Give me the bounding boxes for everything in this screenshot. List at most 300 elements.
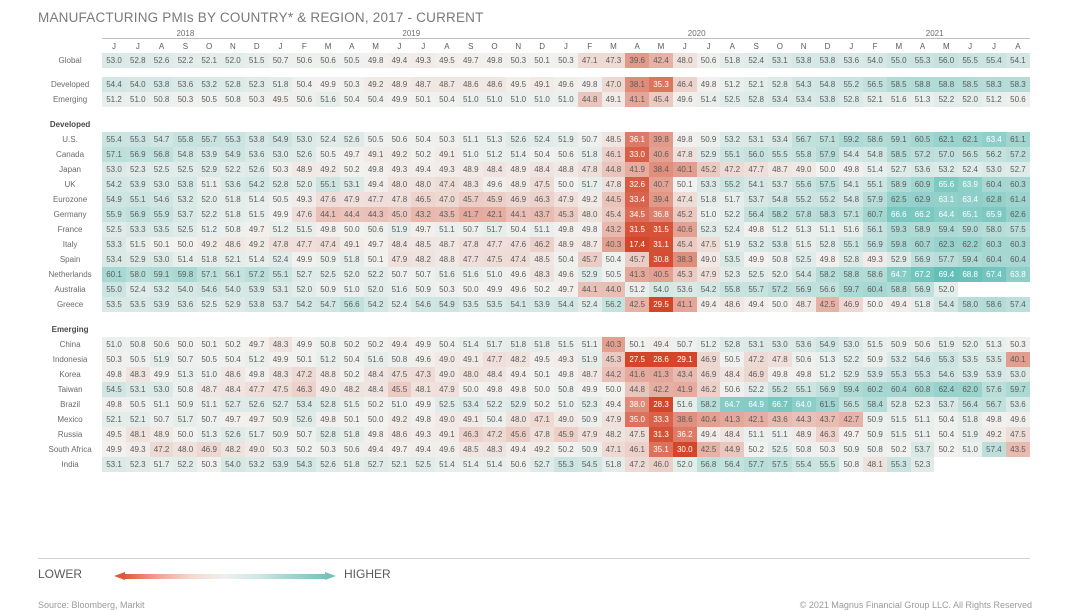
heatmap-cell: 50.2 <box>340 367 364 382</box>
table-row <box>38 397 1030 412</box>
heatmap-cell: 53.3 <box>126 222 150 237</box>
heatmap-cell <box>982 282 1006 297</box>
heatmap-cell: 51.2 <box>697 337 721 352</box>
heatmap-cell: 53.9 <box>245 282 269 297</box>
heatmap-cell: 47.2 <box>292 367 316 382</box>
heatmap-cell: 50.4 <box>411 132 435 147</box>
heatmap-cell: 39.8 <box>649 132 673 147</box>
heatmap-cell: 55.4 <box>792 457 816 472</box>
heatmap-cell: 50.9 <box>578 412 602 427</box>
heatmap-cell: 52.0 <box>768 267 792 282</box>
heatmap-cell: 56.0 <box>744 147 768 162</box>
heatmap-cell: 53.0 <box>982 162 1006 177</box>
heatmap-cell: 51.8 <box>197 252 221 267</box>
heatmap-cell: 49.4 <box>388 337 412 352</box>
heatmap-cell: 57.5 <box>1006 222 1030 237</box>
heatmap-cell: 49.7 <box>459 53 483 68</box>
heatmap-cell: 54.0 <box>221 457 245 472</box>
heatmap-cell: 46.1 <box>625 442 649 457</box>
heatmap-cell: 58.9 <box>887 177 911 192</box>
heatmap-cell: 50.6 <box>292 53 316 68</box>
heatmap-cell: 49.1 <box>459 412 483 427</box>
heatmap-cell: 53.1 <box>768 53 792 68</box>
heatmap-cell: 50.9 <box>887 337 911 352</box>
heatmap-cell: 50.6 <box>388 132 412 147</box>
heatmap-cell: 59.8 <box>173 267 197 282</box>
legend-right-arrow-icon <box>325 572 336 580</box>
heatmap-cell: 50.5 <box>720 352 744 367</box>
heatmap-cell: 48.2 <box>221 442 245 457</box>
heatmap-cell: 50.0 <box>173 427 197 442</box>
month-header-cell: D <box>824 42 831 51</box>
row-label-emerging: Emerging <box>52 95 88 104</box>
heatmap-cell: 54.8 <box>768 192 792 207</box>
row-label-spain: Spain <box>59 255 81 264</box>
heatmap-cell: 52.0 <box>221 53 245 68</box>
heatmap-cell: 52.2 <box>744 382 768 397</box>
heatmap-cell: 45.3 <box>673 267 697 282</box>
heatmap-cell: 50.4 <box>506 222 530 237</box>
heatmap-cell: 49.8 <box>578 77 602 92</box>
heatmap-cell: 53.6 <box>245 147 269 162</box>
heatmap-cell: 50.8 <box>316 337 340 352</box>
heatmap-cell: 45.9 <box>554 427 578 442</box>
heatmap-cell: 32.6 <box>625 177 649 192</box>
table-row <box>38 337 1030 352</box>
heatmap-cell: 51.2 <box>720 77 744 92</box>
heatmap-cell: 58.3 <box>816 207 840 222</box>
heatmap-cell: 46.3 <box>292 382 316 397</box>
heatmap-cell: 29.1 <box>673 352 697 367</box>
heatmap-cell: 56.8 <box>697 457 721 472</box>
heatmap-cell: 49.8 <box>697 77 721 92</box>
heatmap-cell: 50.1 <box>673 177 697 192</box>
heatmap-cell: 54.2 <box>697 282 721 297</box>
heatmap-cell: 48.2 <box>602 427 626 442</box>
heatmap-cell: 50.3 <box>1006 337 1030 352</box>
heatmap-cell: 51.8 <box>506 337 530 352</box>
heatmap-cell: 52.4 <box>316 132 340 147</box>
heatmap-cell: 54.2 <box>292 297 316 312</box>
heatmap-cell: 49.8 <box>744 222 768 237</box>
heatmap-cell: 50.3 <box>554 53 578 68</box>
heatmap-cell: 44.1 <box>506 207 530 222</box>
heatmap-cell: 49.1 <box>435 147 459 162</box>
heatmap-cell: 51.8 <box>340 427 364 442</box>
heatmap-cell: 49.4 <box>744 297 768 312</box>
heatmap-cell: 51.9 <box>958 427 982 442</box>
table-row <box>38 352 1030 367</box>
heatmap-cell: 51.6 <box>435 267 459 282</box>
heatmap-cell: 52.2 <box>720 207 744 222</box>
heatmap-cell: 50.6 <box>911 337 935 352</box>
heatmap-cell: 52.2 <box>483 397 507 412</box>
heatmap-cell: 47.4 <box>435 177 459 192</box>
heatmap-cell: 60.7 <box>863 207 887 222</box>
heatmap-cell: 33.0 <box>625 147 649 162</box>
heatmap-cell: 58.8 <box>887 282 911 297</box>
heatmap-cell: 46.0 <box>649 457 673 472</box>
heatmap-cell: 52.1 <box>221 252 245 267</box>
heatmap-cell: 49.5 <box>269 92 293 107</box>
heatmap-cell: 52.6 <box>150 53 174 68</box>
heatmap-cell: 53.9 <box>269 457 293 472</box>
row-label-uk: UK <box>64 180 76 189</box>
heatmap-cell: 52.0 <box>673 457 697 472</box>
heatmap-cell: 49.9 <box>269 352 293 367</box>
heatmap-cell: 50.3 <box>506 53 530 68</box>
heatmap-cell: 51.3 <box>483 132 507 147</box>
heatmap-cell: 40.5 <box>649 267 673 282</box>
heatmap-cell: 54.0 <box>221 282 245 297</box>
heatmap-cell: 50.7 <box>150 412 174 427</box>
heatmap-cell: 49.7 <box>839 427 863 442</box>
heatmap-cell: 58.2 <box>816 267 840 282</box>
heatmap-cell: 51.6 <box>459 267 483 282</box>
pmi-table <box>38 26 1030 472</box>
heatmap-cell: 56.9 <box>911 282 935 297</box>
heatmap-cell: 48.9 <box>792 427 816 442</box>
heatmap-cell: 47.2 <box>625 457 649 472</box>
heatmap-cell: 49.8 <box>792 367 816 382</box>
heatmap-cell: 63.4 <box>958 192 982 207</box>
heatmap-cell: 47.7 <box>245 382 269 397</box>
heatmap-cell: 48.0 <box>578 207 602 222</box>
heatmap-cell: 54.0 <box>863 53 887 68</box>
row-label-south-africa: South Africa <box>48 445 92 454</box>
heatmap-cell: 50.2 <box>411 147 435 162</box>
heatmap-cell: 51.6 <box>887 92 911 107</box>
heatmap-cell: 65.6 <box>934 177 958 192</box>
heatmap-cell: 49.6 <box>1006 412 1030 427</box>
heatmap-cell: 50.2 <box>364 397 388 412</box>
heatmap-cell: 56.9 <box>126 147 150 162</box>
heatmap-cell: 47.5 <box>697 237 721 252</box>
heatmap-cell: 57.9 <box>863 192 887 207</box>
month-header-cell: A <box>158 42 165 51</box>
heatmap-cell: 48.2 <box>340 382 364 397</box>
heatmap-cell: 62.6 <box>1006 207 1030 222</box>
table-row <box>38 77 1030 92</box>
month-header-cell: S <box>753 42 759 51</box>
heatmap-cell: 54.0 <box>173 282 197 297</box>
heatmap-cell: 49.1 <box>459 352 483 367</box>
heatmap-cell: 54.6 <box>934 367 958 382</box>
month-header-cell: J <box>991 42 996 51</box>
heatmap-cell: 51.7 <box>173 412 197 427</box>
table-row <box>38 147 1030 162</box>
heatmap-cell: 50.6 <box>340 442 364 457</box>
heatmap-cell: 50.5 <box>269 192 293 207</box>
heatmap-cell: 53.9 <box>126 177 150 192</box>
heatmap-cell: 49.2 <box>388 147 412 162</box>
heatmap-cell: 53.9 <box>958 367 982 382</box>
heatmap-cell: 52.0 <box>197 192 221 207</box>
heatmap-cell: 48.7 <box>578 367 602 382</box>
heatmap-cell: 51.6 <box>388 282 412 297</box>
heatmap-cell: 49.3 <box>292 192 316 207</box>
heatmap-cell: 50.0 <box>863 297 887 312</box>
heatmap-cell: 49.1 <box>364 147 388 162</box>
heatmap-cell: 50.0 <box>173 237 197 252</box>
heatmap-cell: 48.2 <box>506 352 530 367</box>
month-header-spacer <box>38 40 102 53</box>
heatmap-cell: 46.3 <box>530 192 554 207</box>
heatmap-cell: 51.4 <box>435 457 459 472</box>
year-header: 2021 <box>839 26 1030 40</box>
heatmap-cell: 41.7 <box>459 207 483 222</box>
heatmap-cell: 59.8 <box>887 237 911 252</box>
heatmap-cell: 49.2 <box>982 427 1006 442</box>
heatmap-cell: 53.6 <box>839 53 863 68</box>
heatmap-cell: 51.9 <box>554 132 578 147</box>
heatmap-cell: 55.8 <box>792 147 816 162</box>
heatmap-cell: 53.6 <box>221 177 245 192</box>
heatmap-cell: 56.9 <box>792 282 816 297</box>
heatmap-cell: 52.8 <box>839 92 863 107</box>
heatmap-cell: 51.0 <box>554 397 578 412</box>
heatmap-cell: 52.8 <box>316 427 340 442</box>
heatmap-cell: 53.9 <box>863 367 887 382</box>
heatmap-cell: 52.5 <box>435 397 459 412</box>
heatmap-cell: 48.8 <box>316 367 340 382</box>
heatmap-cell: 50.7 <box>197 412 221 427</box>
heatmap-cell: 55.2 <box>816 192 840 207</box>
heatmap-cell: 49.8 <box>982 412 1006 427</box>
heatmap-cell: 44.1 <box>578 282 602 297</box>
heatmap-cell <box>934 457 958 472</box>
year-header: 2020 <box>554 26 839 40</box>
heatmap-cell: 57.4 <box>1006 297 1030 312</box>
heatmap-cell: 51.4 <box>245 192 269 207</box>
heatmap-cell: 52.9 <box>221 297 245 312</box>
heatmap-cell: 50.5 <box>126 397 150 412</box>
heatmap-cell: 52.3 <box>911 397 935 412</box>
month-header-cell: M <box>943 42 950 51</box>
heatmap-cell: 59.4 <box>839 382 863 397</box>
heatmap-cell: 49.3 <box>863 252 887 267</box>
heatmap-cell: 64.7 <box>720 397 744 412</box>
heatmap-cell: 52.2 <box>364 267 388 282</box>
heatmap-cell: 55.7 <box>744 282 768 297</box>
heatmap-cell: 51.2 <box>197 222 221 237</box>
heatmap-cell: 50.2 <box>340 337 364 352</box>
row-label-mexico: Mexico <box>57 415 83 424</box>
heatmap-cell: 51.4 <box>245 252 269 267</box>
heatmap-cell: 47.6 <box>316 192 340 207</box>
row-label-france: France <box>57 225 83 234</box>
heatmap-cell: 52.1 <box>197 53 221 68</box>
heatmap-cell: 50.9 <box>863 412 887 427</box>
heatmap-cell: 45.4 <box>673 237 697 252</box>
heatmap-cell: 51.1 <box>197 177 221 192</box>
heatmap-cell: 51.9 <box>388 222 412 237</box>
heatmap-cell: 52.2 <box>197 207 221 222</box>
table-row <box>38 177 1030 192</box>
heatmap-cell: 54.0 <box>126 77 150 92</box>
heatmap-cell: 51.1 <box>911 427 935 442</box>
heatmap-cell: 55.4 <box>982 53 1006 68</box>
heatmap-cell: 48.9 <box>554 237 578 252</box>
heatmap-cell: 50.4 <box>435 92 459 107</box>
heatmap-cell: 49.7 <box>364 237 388 252</box>
heatmap-cell: 46.2 <box>530 237 554 252</box>
heatmap-cell: 47.8 <box>578 162 602 177</box>
heatmap-cell: 50.0 <box>459 382 483 397</box>
heatmap-cell: 49.7 <box>245 337 269 352</box>
heatmap-cell: 53.2 <box>150 282 174 297</box>
heatmap-cell: 53.7 <box>911 442 935 457</box>
heatmap-cell: 53.2 <box>744 237 768 252</box>
heatmap-cell <box>1006 457 1030 472</box>
heatmap-cell: 52.0 <box>340 267 364 282</box>
heatmap-cell: 55.7 <box>197 132 221 147</box>
heatmap-cell: 47.4 <box>673 192 697 207</box>
heatmap-cell: 42.5 <box>625 297 649 312</box>
heatmap-cell: 38.6 <box>673 412 697 427</box>
month-header-cell: N <box>230 42 236 51</box>
heatmap-cell: 56.0 <box>934 53 958 68</box>
heatmap-cell: 45.6 <box>506 427 530 442</box>
heatmap-cell: 51.0 <box>697 207 721 222</box>
heatmap-cell: 52.6 <box>316 457 340 472</box>
heatmap-cell: 51.2 <box>982 92 1006 107</box>
heatmap-cell: 49.8 <box>102 367 126 382</box>
heatmap-cell: 50.4 <box>364 92 388 107</box>
heatmap-cell: 36.2 <box>673 427 697 442</box>
heatmap-cell: 50.5 <box>340 53 364 68</box>
heatmap-cell: 59.4 <box>934 222 958 237</box>
heatmap-cell: 55.5 <box>958 53 982 68</box>
page-title: MANUFACTURING PMIs BY COUNTRY* & REGION, 2017 - CURRENT <box>38 10 484 25</box>
heatmap-cell: 52.5 <box>744 267 768 282</box>
heatmap-cell: 51.7 <box>578 177 602 192</box>
heatmap-cell: 52.5 <box>411 457 435 472</box>
heatmap-cell: 50.9 <box>697 132 721 147</box>
heatmap-cell: 57.2 <box>768 282 792 297</box>
heatmap-cell: 58.5 <box>887 77 911 92</box>
heatmap-cell: 57.1 <box>839 207 863 222</box>
heatmap-cell: 53.8 <box>150 77 174 92</box>
heatmap-cell: 66.7 <box>768 397 792 412</box>
row-label-italy: Italy <box>62 240 78 249</box>
heatmap-cell: 53.9 <box>197 147 221 162</box>
heatmap-cell: 52.0 <box>958 337 982 352</box>
heatmap-cell: 61.5 <box>816 397 840 412</box>
heatmap-cell: 50.7 <box>578 132 602 147</box>
heatmap-cell: 54.2 <box>245 177 269 192</box>
heatmap-cell: 53.8 <box>792 53 816 68</box>
heatmap-cell: 51.7 <box>720 192 744 207</box>
table-row <box>38 297 1030 312</box>
heatmap-cell: 50.9 <box>269 427 293 442</box>
heatmap-cell: 53.1 <box>744 132 768 147</box>
heatmap-cell: 54.5 <box>578 457 602 472</box>
heatmap-cell: 54.3 <box>792 77 816 92</box>
heatmap-cell: 52.4 <box>720 222 744 237</box>
heatmap-cell: 53.6 <box>911 162 935 177</box>
heatmap-cell: 52.5 <box>316 267 340 282</box>
heatmap-cell: 49.3 <box>435 162 459 177</box>
heatmap-cell: 52.6 <box>245 397 269 412</box>
heatmap-cell: 51.6 <box>364 352 388 367</box>
heatmap-cell: 65.9 <box>982 207 1006 222</box>
table-row <box>38 282 1030 297</box>
heatmap-cell: 50.3 <box>435 282 459 297</box>
heatmap-cell: 62.0 <box>958 382 982 397</box>
group-header-emerging: Emerging <box>51 324 89 334</box>
heatmap-cell: 48.3 <box>530 267 554 282</box>
heatmap-cell: 50.1 <box>530 53 554 68</box>
heatmap-cell: 50.0 <box>554 177 578 192</box>
heatmap-cell: 45.5 <box>388 382 412 397</box>
heatmap-cell: 45.7 <box>578 252 602 267</box>
heatmap-cell: 65.1 <box>958 207 982 222</box>
heatmap-cell: 49.4 <box>388 53 412 68</box>
heatmap-cell: 56.5 <box>839 397 863 412</box>
heatmap-cell: 50.8 <box>768 252 792 267</box>
heatmap-cell: 50.9 <box>316 252 340 267</box>
heatmap-cell: 48.4 <box>720 427 744 442</box>
heatmap-cell: 50.7 <box>388 267 412 282</box>
heatmap-cell: 54.8 <box>839 192 863 207</box>
heatmap-cell: 52.4 <box>744 53 768 68</box>
heatmap-cell: 51.4 <box>459 457 483 472</box>
heatmap-cell: 48.9 <box>292 162 316 177</box>
heatmap-cell: 43.2 <box>602 222 626 237</box>
heatmap-cell: 49.8 <box>483 53 507 68</box>
heatmap-cell: 51.5 <box>554 337 578 352</box>
heatmap-cell: 59.3 <box>887 222 911 237</box>
heatmap-cell: 51.8 <box>697 192 721 207</box>
heatmap-cell: 44.8 <box>578 92 602 107</box>
heatmap-cell: 62.1 <box>934 132 958 147</box>
heatmap-cell: 51.8 <box>340 457 364 472</box>
heatmap-cell: 51.8 <box>340 252 364 267</box>
heatmap-cell: 49.7 <box>554 282 578 297</box>
heatmap-cell: 52.4 <box>269 252 293 267</box>
month-header-cell: S <box>182 42 189 51</box>
month-header-cell: F <box>301 42 307 51</box>
heatmap-cell: 50.9 <box>411 282 435 297</box>
heatmap-cell: 52.7 <box>292 267 316 282</box>
heatmap-cell: 63.8 <box>1006 267 1030 282</box>
heatmap-cell: 49.8 <box>816 252 840 267</box>
heatmap-cell: 50.0 <box>816 162 840 177</box>
heatmap-cell: 40.4 <box>697 412 721 427</box>
heatmap-cell: 52.5 <box>720 92 744 107</box>
heatmap-cell: 50.8 <box>173 382 197 397</box>
row-label-netherlands: Netherlands <box>48 270 92 279</box>
heatmap-cell: 29.5 <box>649 297 673 312</box>
heatmap-cell: 44.1 <box>316 207 340 222</box>
heatmap-cell: 57.2 <box>1006 147 1030 162</box>
heatmap-cell: 41.3 <box>720 412 744 427</box>
heatmap-cell: 51.4 <box>483 457 507 472</box>
heatmap-cell: 51.1 <box>911 412 935 427</box>
heatmap-cell: 57.1 <box>197 267 221 282</box>
heatmap-cell: 48.6 <box>221 237 245 252</box>
heatmap-cell: 56.2 <box>982 147 1006 162</box>
heatmap-cell: 67.4 <box>982 267 1006 282</box>
heatmap-cell: 54.4 <box>102 77 126 92</box>
heatmap-cell: 44.9 <box>720 442 744 457</box>
heatmap-cell: 50.2 <box>744 442 768 457</box>
month-header-cell: J <box>849 42 854 51</box>
heatmap-cell: 53.5 <box>720 252 744 267</box>
heatmap-cell: 41.3 <box>625 267 649 282</box>
heatmap-cell: 52.2 <box>934 92 958 107</box>
